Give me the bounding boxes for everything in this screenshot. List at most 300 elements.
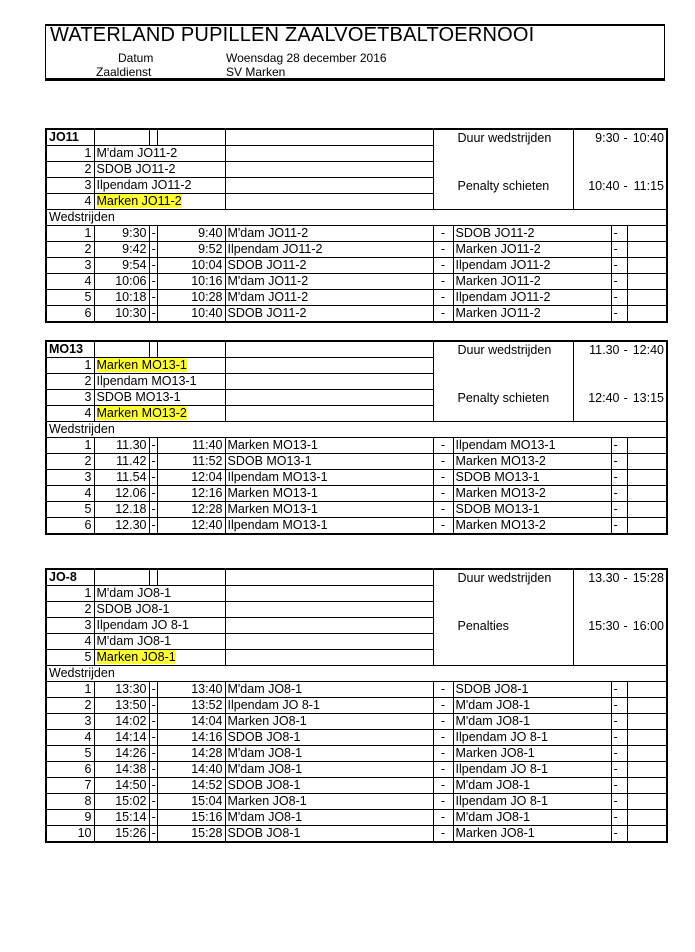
match-start: 9:42 (94, 242, 149, 258)
score-dash: - (611, 438, 627, 454)
away-team: Ilpendam JO11-2 (453, 258, 611, 274)
home-team: M'dam JO8-1 (225, 682, 433, 698)
team-number: 2 (46, 602, 94, 618)
team-name: Ilpendam JO 8-1 (96, 618, 189, 632)
match-end: 13:52 (157, 698, 225, 714)
match-number: 5 (46, 290, 94, 306)
time-dash: - (149, 290, 157, 306)
info-duur-dash: - (623, 571, 628, 585)
match-start: 15:26 (94, 826, 149, 843)
time-dash: - (149, 486, 157, 502)
match-end: 15:04 (157, 794, 225, 810)
match-start: 10:18 (94, 290, 149, 306)
vs-dash: - (433, 274, 453, 290)
vs-dash: - (433, 730, 453, 746)
time-dash: - (149, 682, 157, 698)
home-team: SDOB JO8-1 (225, 730, 433, 746)
time-dash: - (149, 762, 157, 778)
team-cell (94, 634, 225, 650)
info-duur-dash: - (623, 131, 628, 145)
time-dash: - (149, 470, 157, 486)
score-dash: - (611, 242, 627, 258)
score-dash: - (611, 698, 627, 714)
block-name: MO13 (46, 341, 94, 358)
score-cell (627, 226, 667, 242)
time-dash: - (149, 502, 157, 518)
vs-dash: - (433, 778, 453, 794)
score-cell (627, 714, 667, 730)
match-number: 2 (46, 698, 94, 714)
team-number: 2 (46, 162, 94, 178)
score-dash: - (611, 258, 627, 274)
info-penalty-to: 13:15 (632, 391, 664, 405)
match-row (46, 762, 667, 778)
match-start: 10:06 (94, 274, 149, 290)
team-cell (94, 374, 225, 390)
score-cell (627, 730, 667, 746)
team-name: M'dam JO8-1 (96, 586, 172, 600)
team-number: 3 (46, 178, 94, 194)
score-dash: - (611, 778, 627, 794)
schedule-block-mo13 (45, 340, 668, 535)
home-team: SDOB MO13-1 (225, 454, 433, 470)
score-dash: - (611, 454, 627, 470)
info-duur-from: 11.30 (589, 343, 620, 357)
away-team: Ilpendam JO11-2 (453, 290, 611, 306)
home-team: Marken MO13-1 (225, 438, 433, 454)
time-dash: - (149, 518, 157, 535)
match-end: 12:16 (157, 486, 225, 502)
vs-dash: - (433, 810, 453, 826)
score-cell (627, 438, 667, 454)
team-name: Ilpendam MO13-1 (96, 374, 197, 388)
info-penalty-from: 15:30 (588, 619, 620, 633)
match-end: 11:40 (157, 438, 225, 454)
score-dash: - (611, 306, 627, 323)
match-number: 4 (46, 486, 94, 502)
match-row (46, 746, 667, 762)
home-team: M'dam JO8-1 (225, 746, 433, 762)
home-team: M'dam JO8-1 (225, 810, 433, 826)
zaaldienst-value: SV Marken (226, 65, 286, 79)
info-duur-label: Duur wedstrijden (457, 571, 552, 585)
team-cell (94, 602, 225, 618)
team-cell (94, 358, 225, 374)
score-dash: - (611, 502, 627, 518)
schedule-block-jo11 (45, 128, 668, 323)
match-start: 14:02 (94, 714, 149, 730)
away-team: Ilpendam JO 8-1 (453, 794, 611, 810)
match-number: 4 (46, 730, 94, 746)
wedstrijden-label: Wedstrijden (46, 422, 667, 438)
home-team: M'dam JO11-2 (225, 290, 433, 306)
match-end: 10:28 (157, 290, 225, 306)
match-number: 6 (46, 518, 94, 535)
time-dash: - (149, 306, 157, 323)
score-cell (627, 274, 667, 290)
team-cell (94, 406, 225, 422)
match-start: 11.42 (94, 454, 149, 470)
away-team: Marken JO8-1 (453, 746, 611, 762)
score-dash: - (611, 274, 627, 290)
match-row (46, 502, 667, 518)
team-number: 4 (46, 634, 94, 650)
team-number: 4 (46, 406, 94, 422)
match-number: 2 (46, 454, 94, 470)
tournament-header (45, 24, 665, 81)
score-cell (627, 290, 667, 306)
match-number: 5 (46, 502, 94, 518)
time-dash: - (149, 714, 157, 730)
score-cell (627, 454, 667, 470)
schedule-block-jo-8 (45, 568, 668, 843)
team-name: M'dam JO8-1 (96, 634, 172, 648)
info-penalty-from: 12:40 (588, 391, 620, 405)
match-number: 10 (46, 826, 94, 843)
team-cell (94, 178, 225, 194)
away-team: Marken MO13-2 (453, 518, 611, 535)
match-end: 12:04 (157, 470, 225, 486)
match-number: 3 (46, 470, 94, 486)
match-end: 15:28 (157, 826, 225, 843)
score-cell (627, 794, 667, 810)
match-end: 11:52 (157, 454, 225, 470)
away-team: SDOB JO8-1 (453, 682, 611, 698)
away-team: M'dam JO8-1 (453, 810, 611, 826)
vs-dash: - (433, 454, 453, 470)
team-cell (94, 390, 225, 406)
match-row (46, 438, 667, 454)
page-title: WATERLAND PUPILLEN ZAALVOETBALTOERNOOI (50, 24, 535, 46)
home-team: Marken MO13-1 (225, 486, 433, 502)
away-team: SDOB MO13-1 (453, 470, 611, 486)
score-cell (627, 810, 667, 826)
match-row (46, 242, 667, 258)
match-number: 1 (46, 438, 94, 454)
home-team: Marken JO8-1 (225, 794, 433, 810)
info-duur-from: 13.30 (588, 571, 620, 585)
info-penalty-dash: - (623, 619, 628, 633)
vs-dash: - (433, 762, 453, 778)
home-team: Ilpendam MO13-1 (225, 518, 433, 535)
info-penalty-to: 11:15 (633, 179, 664, 193)
team-name: SDOB MO13-1 (96, 390, 181, 404)
match-number: 7 (46, 778, 94, 794)
score-dash: - (611, 746, 627, 762)
score-dash: - (611, 486, 627, 502)
match-start: 13:50 (94, 698, 149, 714)
match-row (46, 682, 667, 698)
match-row (46, 454, 667, 470)
score-cell (627, 682, 667, 698)
match-number: 6 (46, 762, 94, 778)
time-dash: - (149, 810, 157, 826)
score-dash: - (611, 826, 627, 843)
match-end: 9:52 (157, 242, 225, 258)
info-duur-to: 15:28 (632, 571, 664, 585)
score-dash: - (611, 226, 627, 242)
score-cell (627, 518, 667, 535)
match-start: 14:14 (94, 730, 149, 746)
home-team: Ilpendam JO 8-1 (225, 698, 433, 714)
match-row (46, 486, 667, 502)
score-dash: - (611, 730, 627, 746)
info-duur-to: 12:40 (632, 343, 664, 357)
info-penalty-dash: - (623, 391, 628, 405)
time-dash: - (149, 746, 157, 762)
team-number: 5 (46, 650, 94, 666)
match-row (46, 518, 667, 535)
score-cell (627, 778, 667, 794)
match-end: 14:04 (157, 714, 225, 730)
home-team: Ilpendam JO11-2 (225, 242, 433, 258)
away-team: Marken MO13-2 (453, 454, 611, 470)
match-row (46, 730, 667, 746)
team-cell (94, 586, 225, 602)
block-info-times (573, 129, 667, 210)
match-start: 15:02 (94, 794, 149, 810)
block-info (433, 129, 573, 210)
team-number: 3 (46, 618, 94, 634)
vs-dash: - (433, 438, 453, 454)
match-number: 2 (46, 242, 94, 258)
team-cell (94, 146, 225, 162)
match-start: 14:50 (94, 778, 149, 794)
match-end: 12:40 (157, 518, 225, 535)
away-team: M'dam JO8-1 (453, 698, 611, 714)
team-number: 1 (46, 146, 94, 162)
match-row (46, 258, 667, 274)
score-dash: - (611, 714, 627, 730)
info-duur-label: Duur wedstrijden (457, 343, 552, 357)
team-name: Marken JO11-2 (96, 194, 182, 208)
match-end: 10:40 (157, 306, 225, 323)
match-row (46, 778, 667, 794)
match-row (46, 826, 667, 843)
vs-dash: - (433, 826, 453, 843)
home-team: M'dam JO8-1 (225, 762, 433, 778)
vs-dash: - (433, 258, 453, 274)
away-team: SDOB MO13-1 (453, 502, 611, 518)
match-row (46, 306, 667, 323)
time-dash: - (149, 794, 157, 810)
match-row (46, 226, 667, 242)
team-name: Marken MO13-1 (96, 358, 187, 372)
home-team: Ilpendam MO13-1 (225, 470, 433, 486)
vs-dash: - (433, 794, 453, 810)
score-cell (627, 486, 667, 502)
match-row (46, 794, 667, 810)
match-number: 5 (46, 746, 94, 762)
info-penalty-from: 10:40 (588, 179, 620, 193)
vs-dash: - (433, 306, 453, 323)
match-end: 10:16 (157, 274, 225, 290)
away-team: Marken MO13-2 (453, 486, 611, 502)
away-team: M'dam JO8-1 (453, 714, 611, 730)
match-start: 13:30 (94, 682, 149, 698)
match-row (46, 698, 667, 714)
match-end: 14:28 (157, 746, 225, 762)
score-dash: - (611, 682, 627, 698)
match-row (46, 290, 667, 306)
vs-dash: - (433, 682, 453, 698)
block-info (433, 341, 573, 422)
block-info (433, 569, 573, 666)
block-name: JO11 (46, 129, 94, 146)
away-team: SDOB JO11-2 (453, 226, 611, 242)
zaaldienst-label: Zaaldienst (96, 65, 152, 79)
info-duur-label: Duur wedstrijden (457, 131, 552, 145)
team-cell (94, 618, 225, 634)
match-end: 14:52 (157, 778, 225, 794)
score-cell (627, 826, 667, 843)
match-number: 9 (46, 810, 94, 826)
match-row (46, 274, 667, 290)
vs-dash: - (433, 290, 453, 306)
home-team: Marken MO13-1 (225, 502, 433, 518)
time-dash: - (149, 454, 157, 470)
info-duur-to: 10:40 (632, 131, 664, 145)
team-cell (94, 162, 225, 178)
team-name: Ilpendam JO11-2 (96, 178, 192, 192)
time-dash: - (149, 258, 157, 274)
home-team: M'dam JO11-2 (225, 274, 433, 290)
match-number: 6 (46, 306, 94, 323)
score-cell (627, 306, 667, 323)
home-team: SDOB JO11-2 (225, 306, 433, 323)
wedstrijden-label: Wedstrijden (46, 210, 667, 226)
match-end: 13:40 (157, 682, 225, 698)
away-team: Marken JO11-2 (453, 274, 611, 290)
away-team: Ilpendam MO13-1 (453, 438, 611, 454)
score-dash: - (611, 810, 627, 826)
match-start: 12.06 (94, 486, 149, 502)
score-cell (627, 502, 667, 518)
score-cell (627, 746, 667, 762)
away-team: Ilpendam JO 8-1 (453, 762, 611, 778)
vs-dash: - (433, 502, 453, 518)
away-team: Marken JO11-2 (453, 306, 611, 323)
datum-value: Woensdag 28 december 2016 (226, 51, 387, 65)
time-dash: - (149, 226, 157, 242)
away-team: Marken JO11-2 (453, 242, 611, 258)
info-penalty-to: 16:00 (632, 619, 664, 633)
score-dash: - (611, 762, 627, 778)
away-team: Ilpendam JO 8-1 (453, 730, 611, 746)
match-end: 10:04 (157, 258, 225, 274)
match-number: 1 (46, 682, 94, 698)
match-number: 8 (46, 794, 94, 810)
info-penalty-dash: - (623, 179, 628, 193)
time-dash: - (149, 242, 157, 258)
score-cell (627, 470, 667, 486)
home-team: SDOB JO11-2 (225, 258, 433, 274)
team-number: 3 (46, 390, 94, 406)
score-cell (627, 242, 667, 258)
vs-dash: - (433, 242, 453, 258)
score-dash: - (611, 470, 627, 486)
match-end: 15:16 (157, 810, 225, 826)
team-name: M'dam JO11-2 (96, 146, 178, 160)
home-team: SDOB JO8-1 (225, 778, 433, 794)
time-dash: - (149, 274, 157, 290)
vs-dash: - (433, 226, 453, 242)
score-dash: - (611, 794, 627, 810)
match-row (46, 810, 667, 826)
team-number: 1 (46, 586, 94, 602)
match-number: 1 (46, 226, 94, 242)
datum-label: Datum (118, 51, 154, 65)
time-dash: - (149, 698, 157, 714)
time-dash: - (149, 730, 157, 746)
match-start: 14:26 (94, 746, 149, 762)
team-number: 4 (46, 194, 94, 210)
info-penalty-label: Penalty schieten (457, 179, 550, 193)
match-start: 9:54 (94, 258, 149, 274)
wedstrijden-label: Wedstrijden (46, 666, 667, 682)
team-cell (94, 194, 225, 210)
block-info-times (573, 569, 667, 666)
vs-dash: - (433, 518, 453, 535)
match-number: 3 (46, 714, 94, 730)
time-dash: - (149, 826, 157, 843)
team-name: Marken MO13-2 (96, 406, 187, 420)
score-cell (627, 258, 667, 274)
time-dash: - (149, 778, 157, 794)
match-start: 12.18 (94, 502, 149, 518)
team-number: 2 (46, 374, 94, 390)
score-cell (627, 762, 667, 778)
match-number: 4 (46, 274, 94, 290)
match-start: 11.30 (94, 438, 149, 454)
info-duur-from: 9:30 (595, 131, 620, 145)
time-dash: - (149, 438, 157, 454)
match-start: 14:38 (94, 762, 149, 778)
match-end: 9:40 (157, 226, 225, 242)
block-info-times (573, 341, 667, 422)
match-start: 9:30 (94, 226, 149, 242)
vs-dash: - (433, 486, 453, 502)
info-penalty-label: Penalty schieten (457, 391, 550, 405)
match-end: 14:40 (157, 762, 225, 778)
away-team: M'dam JO8-1 (453, 778, 611, 794)
score-cell (627, 698, 667, 714)
score-dash: - (611, 290, 627, 306)
team-number: 1 (46, 358, 94, 374)
vs-dash: - (433, 746, 453, 762)
block-name: JO-8 (46, 569, 94, 586)
score-dash: - (611, 518, 627, 535)
match-number: 3 (46, 258, 94, 274)
match-end: 12:28 (157, 502, 225, 518)
match-row (46, 714, 667, 730)
info-duur-dash: - (623, 343, 628, 357)
match-end: 14:16 (157, 730, 225, 746)
match-start: 10:30 (94, 306, 149, 323)
vs-dash: - (433, 714, 453, 730)
vs-dash: - (433, 470, 453, 486)
team-cell (94, 650, 225, 666)
info-penalty-label: Penalties (457, 619, 509, 633)
team-name: Marken JO8-1 (96, 650, 176, 664)
team-name: SDOB JO11-2 (96, 162, 176, 176)
away-team: Marken JO8-1 (453, 826, 611, 843)
match-start: 11.54 (94, 470, 149, 486)
vs-dash: - (433, 698, 453, 714)
match-start: 12.30 (94, 518, 149, 535)
home-team: Marken JO8-1 (225, 714, 433, 730)
match-start: 15:14 (94, 810, 149, 826)
